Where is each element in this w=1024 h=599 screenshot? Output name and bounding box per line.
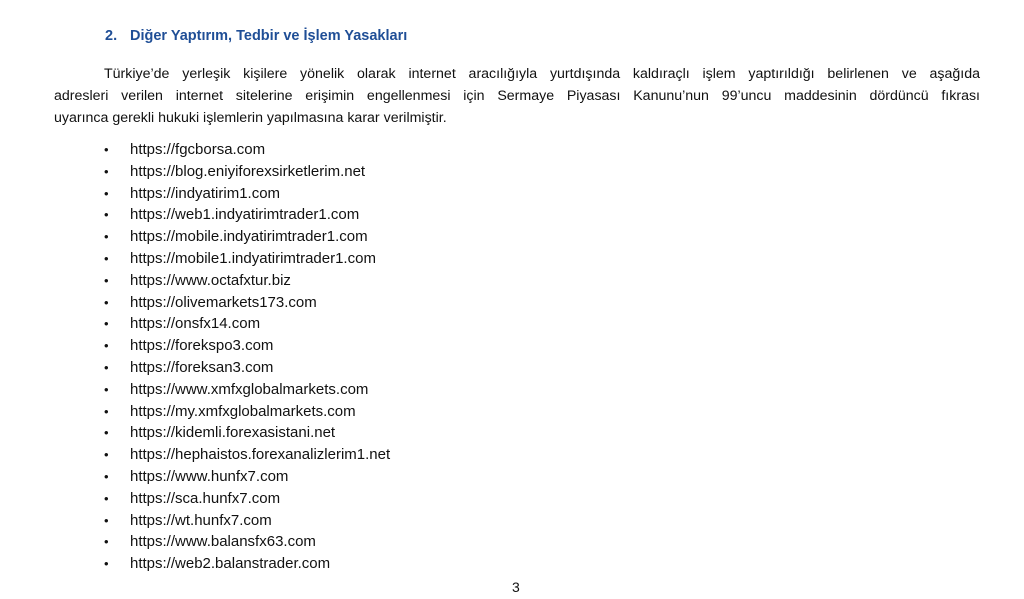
url-text: https://sca.hunfx7.com [130,489,281,507]
bullet-icon: • [104,425,109,441]
bullet-icon: • [104,207,109,223]
bullet-icon: • [104,381,109,397]
bullet-icon: • [104,185,109,201]
url-text: https://indyatirim1.com [130,184,281,202]
url-text: https://onsfx14.com [130,315,261,333]
list-item [104,204,390,226]
list-item [104,422,390,444]
list-item [104,313,390,335]
bullet-icon: • [104,294,109,310]
list-item [104,553,390,575]
list-item [104,357,390,379]
url-text: https://mobile.indyatirimtrader1.com [130,228,368,246]
list-item [104,161,390,183]
paragraph-line: adresleri verilen internet sitelerine erişimin engellenmesi için Sermaye Piyasası Kanunu’nun 99’uncu maddesinin dördüncü fıkrası [54,88,980,104]
url-text: https://hephaistos.forexanalizlerim1.net [130,446,391,464]
bullet-icon: • [104,468,109,484]
list-item [104,335,390,357]
url-text: https://olivemarkets173.com [130,293,317,311]
bullet-icon: • [104,490,109,506]
list-item [104,510,390,532]
list-item [104,466,390,488]
bullet-icon: • [104,142,109,157]
bullet-icon: • [104,359,109,375]
url-text: https://foreksan3.com [130,358,274,376]
section-number: 2. [105,28,118,44]
url-list [104,139,390,575]
bullet-icon: • [104,272,109,288]
url-text: https://forekspo3.com [130,337,274,355]
list-item [104,270,390,292]
url-text: https://wt.hunfx7.com [130,511,272,529]
url-text: https://web2.balanstrader.com [130,555,331,573]
url-text: https://www.octafxtur.biz [130,271,291,289]
list-item [104,401,390,423]
url-text: https://www.balansfx63.com [130,533,316,551]
list-item [104,248,390,270]
page-number: 3 [512,579,520,595]
list-item [104,183,390,205]
url-text: https://my.xmfxglobalmarkets.com [130,402,356,420]
list-item [104,139,390,161]
list-item [104,292,390,314]
url-text: https://www.xmfxglobalmarkets.com [130,380,369,398]
list-item [104,444,390,466]
url-text: https://web1.indyatirimtrader1.com [130,206,360,224]
list-item [104,379,390,401]
list-item [104,226,390,248]
list-item [104,531,390,553]
url-text: https://mobile1.indyatirimtrader1.com [130,249,376,267]
bullet-icon: • [104,403,109,419]
body-paragraph [54,63,980,129]
bullet-icon: • [104,534,109,550]
bullet-icon: • [104,316,109,332]
url-text: https://blog.eniyiforexsirketlerim.net [130,162,366,180]
bullet-icon: • [104,338,109,354]
bullet-icon: • [104,447,109,463]
list-item [104,488,390,510]
url-text: https://fgcborsa.com [130,141,266,158]
url-text: https://kidemli.forexasistani.net [130,424,336,442]
bullet-icon: • [104,512,109,528]
bullet-icon: • [104,556,109,572]
bullet-icon: • [104,163,109,179]
paragraph-line: uyarınca gerekli hukuki işlemlerin yapılmasına karar verilmiştir. [54,110,447,126]
url-text: https://www.hunfx7.com [130,467,289,485]
paragraph-line: Türkiye’de yerleşik kişilere yönelik olarak internet aracılığıyla yurtdışında kaldıraçlı işlem yaptırıldığı belirlenen ve aşağıda [104,66,980,82]
section-heading [105,28,407,44]
bullet-icon: • [104,250,109,266]
section-title: Diğer Yaptırım, Tedbir ve İşlem Yasakları [130,28,408,44]
bullet-icon: • [104,229,109,245]
